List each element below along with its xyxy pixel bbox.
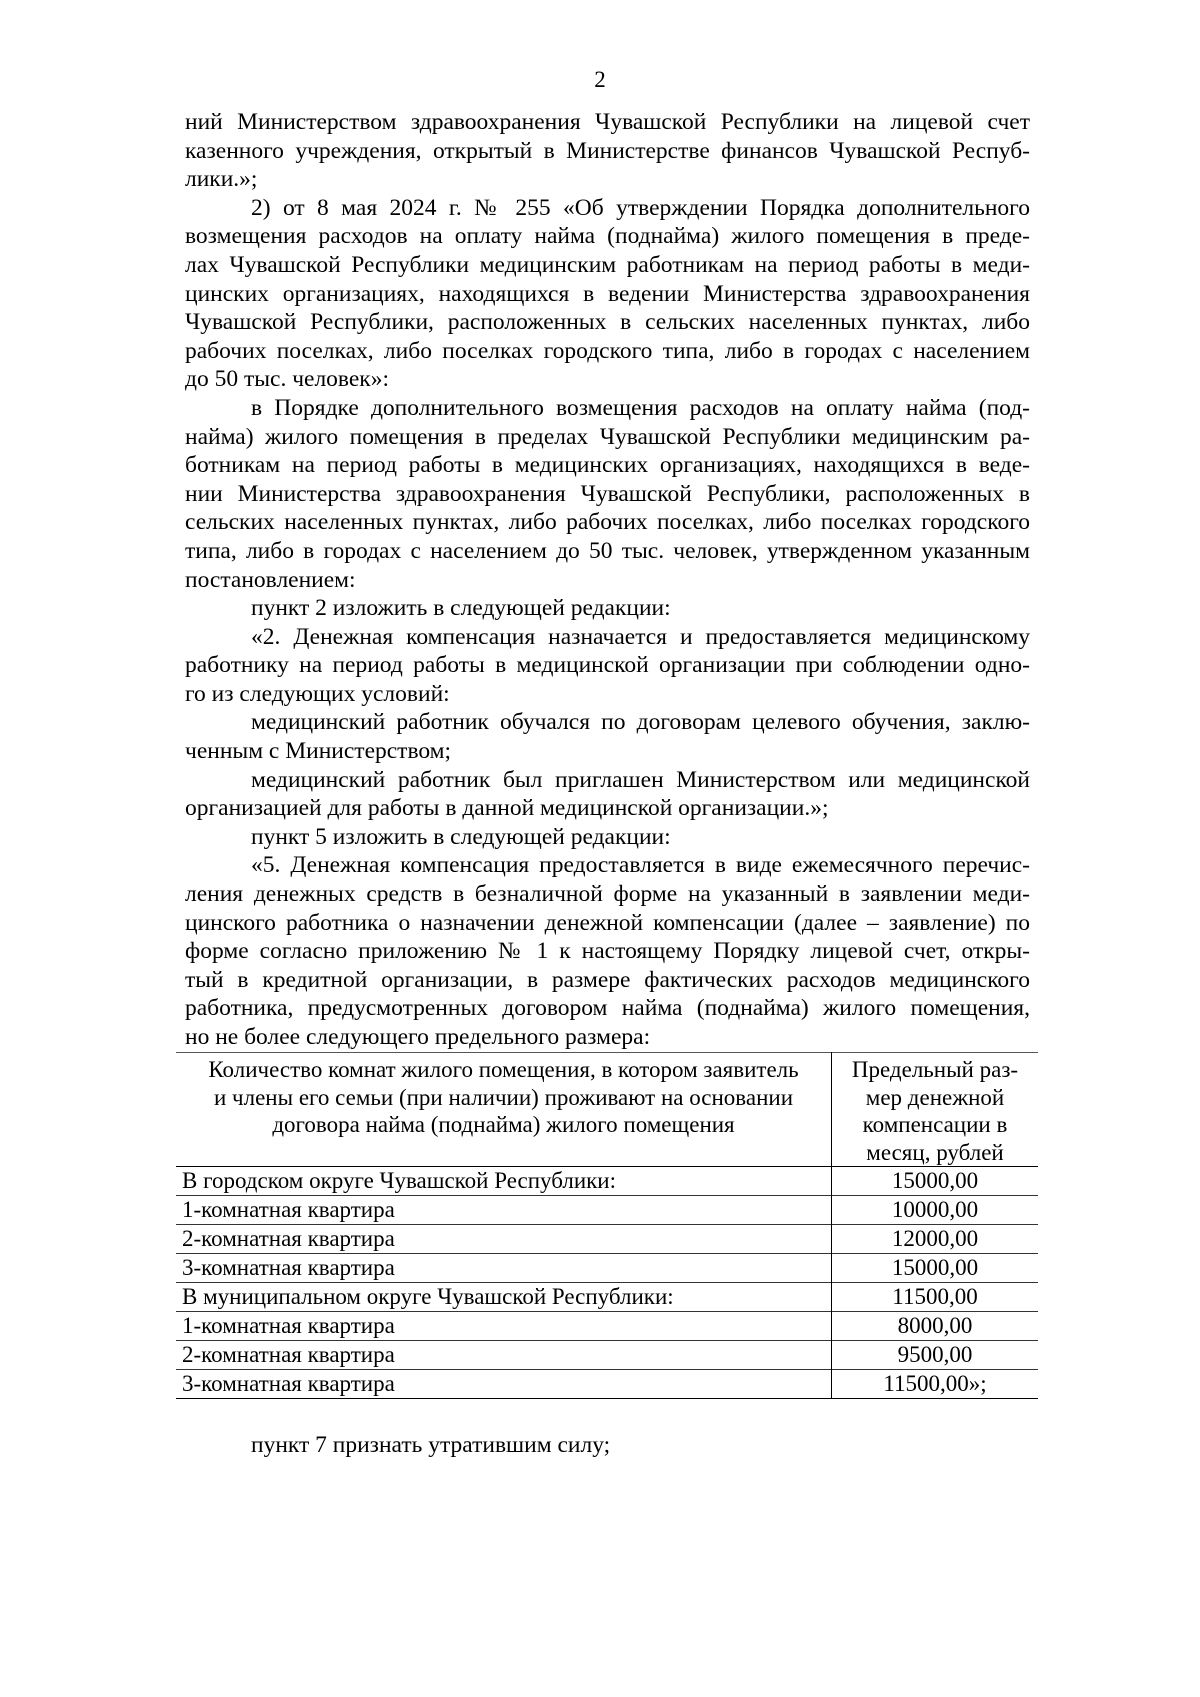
text-line: Чувашской Республики, расположенных в сельских населенных пунктах, либо [185,309,1030,336]
header-line: мер денежной [865,1084,1005,1110]
row-value: 15000,00 [891,1168,979,1193]
row-label: 2-комнатная квартира [176,1225,832,1254]
text-line: цинских организациях, находящихся в ведении Министерства здравоохранения [185,280,1030,307]
page-number: 2 [594,67,606,92]
compensation-limits-table [176,1052,1038,1399]
row-value: 11500,00»; [883,1371,987,1396]
row-label: В городском округе Чувашской Республики: [176,1167,832,1196]
table-row [176,1283,1038,1312]
text-line: ний Министерством здравоохранения Чувашской Республики на лицевой счет [185,109,1030,135]
table-row [176,1370,1038,1399]
text-line: пункт 2 изложить в следующей редакции: [251,595,671,622]
table-row [176,1167,1038,1196]
text-line: сельских населенных пунктах, либо рабочих поселках, либо поселках городского [185,509,1030,536]
text-line: типа, либо в городах с населением до 50 тыс. человек, утвержденном указанным [185,537,1030,564]
row-label: 3-комнатная квартира [176,1254,832,1283]
table-row [176,1225,1038,1254]
table-row [176,1312,1038,1341]
table-header-row [176,1053,1038,1167]
text-line: ботникам на период работы в медицинских организациях, находящихся в веде- [185,452,1030,479]
header-room-count [176,1053,832,1167]
table-row [176,1196,1038,1225]
header-line: и члены его семьи (при наличии) проживают на основании [214,1084,793,1110]
text-line: казенного учреждения, открытый в Министерстве финансов Чувашской Респуб- [185,137,1030,164]
paragraph-point-7-repealed: пункт 7 признать утратившим силу; [251,1432,611,1458]
text-line: работнику на период работы в медицинской организации при соблюдении одно- [185,652,1030,679]
text-line: 2) от 8 мая 2024 г. № 255 «Об утверждении Порядка дополнительного [251,194,1030,221]
text-line: «5. Денежная компенсация предоставляется в виде ежемесячного перечис- [251,852,1030,879]
row-value: 12000,00 [891,1226,979,1251]
row-value: 9500,00 [897,1342,973,1367]
text-line: в Порядке дополнительного возмещения расходов на оплату найма (под- [251,394,1030,421]
text-line: лики.»; [185,166,258,193]
text-line: ления денежных средств в безналичной форме на указанный в заявлении меди- [185,881,1030,908]
row-label: 1-комнатная квартира [176,1196,832,1225]
text-line: до 50 тыс. человек»: [185,366,390,393]
text-line: форме согласно приложению № 1 к настоящему Порядку лицевой счет, откры- [185,938,1030,965]
text-line: медицинский работник был приглашен Министерством или медицинской [251,766,1030,793]
header-line: Количество комнат жилого помещения, в котором заявитель [208,1057,799,1082]
header-line: Предельный раз- [851,1057,1019,1082]
row-label: 3-комнатная квартира [176,1370,832,1399]
text-line: тый в кредитной организации, в размере фактических расходов медицинского [185,966,1030,993]
text-line: работника, предусмотренных договором найма (поднайма) жилого помещения, [185,995,1030,1022]
row-value: 8000,00 [897,1313,973,1338]
text-line: нии Министерства здравоохранения Чувашской Республики, расположенных в [185,480,1030,507]
row-label: 2-комнатная квартира [176,1341,832,1370]
header-line: месяц, рублей [866,1139,1004,1165]
text-line: го из следующих условий: [185,680,450,707]
header-compensation-limit [832,1053,1039,1167]
row-value: 11500,00 [892,1284,978,1309]
text-line: ченным с Министерством; [185,738,452,765]
text-line: возмещения расходов на оплату найма (поднайма) жилого помещения в преде- [185,223,1030,250]
header-line: компенсации в [862,1112,1008,1137]
text-line: пункт 5 изложить в следующей редакции: [251,823,671,850]
text-line: найма) жилого помещения в пределах Чувашской Республики медицинским ра- [185,423,1030,450]
header-line: договора найма (поднайма) жилого помещения [272,1112,735,1137]
text-line: организацией для работы в данной медицинской организации.»; [185,795,829,822]
row-label: 1-комнатная квартира [176,1312,832,1341]
table-row [176,1254,1038,1283]
text-line: но не более следующего предельного размера: [185,1024,651,1050]
text-line: лах Чувашской Республики медицинским работникам на период работы в меди- [185,251,1030,278]
text-line: постановлением: [185,566,356,593]
text-line: рабочих поселках, либо поселках городского типа, либо в городах с населением [185,337,1030,364]
document-body [185,108,1030,1052]
text-line: цинского работника о назначении денежной компенсации (далее – заявление) по [185,909,1030,936]
row-value: 15000,00 [891,1255,979,1280]
text-line: медицинский работник обучался по договорам целевого обучения, заклю- [251,709,1030,736]
row-value: 10000,00 [891,1197,979,1222]
table-row [176,1341,1038,1370]
row-label: В муниципальном округе Чувашской Республики: [176,1283,832,1312]
text-line: «2. Денежная компенсация назначается и предоставляется медицинскому [251,623,1030,650]
